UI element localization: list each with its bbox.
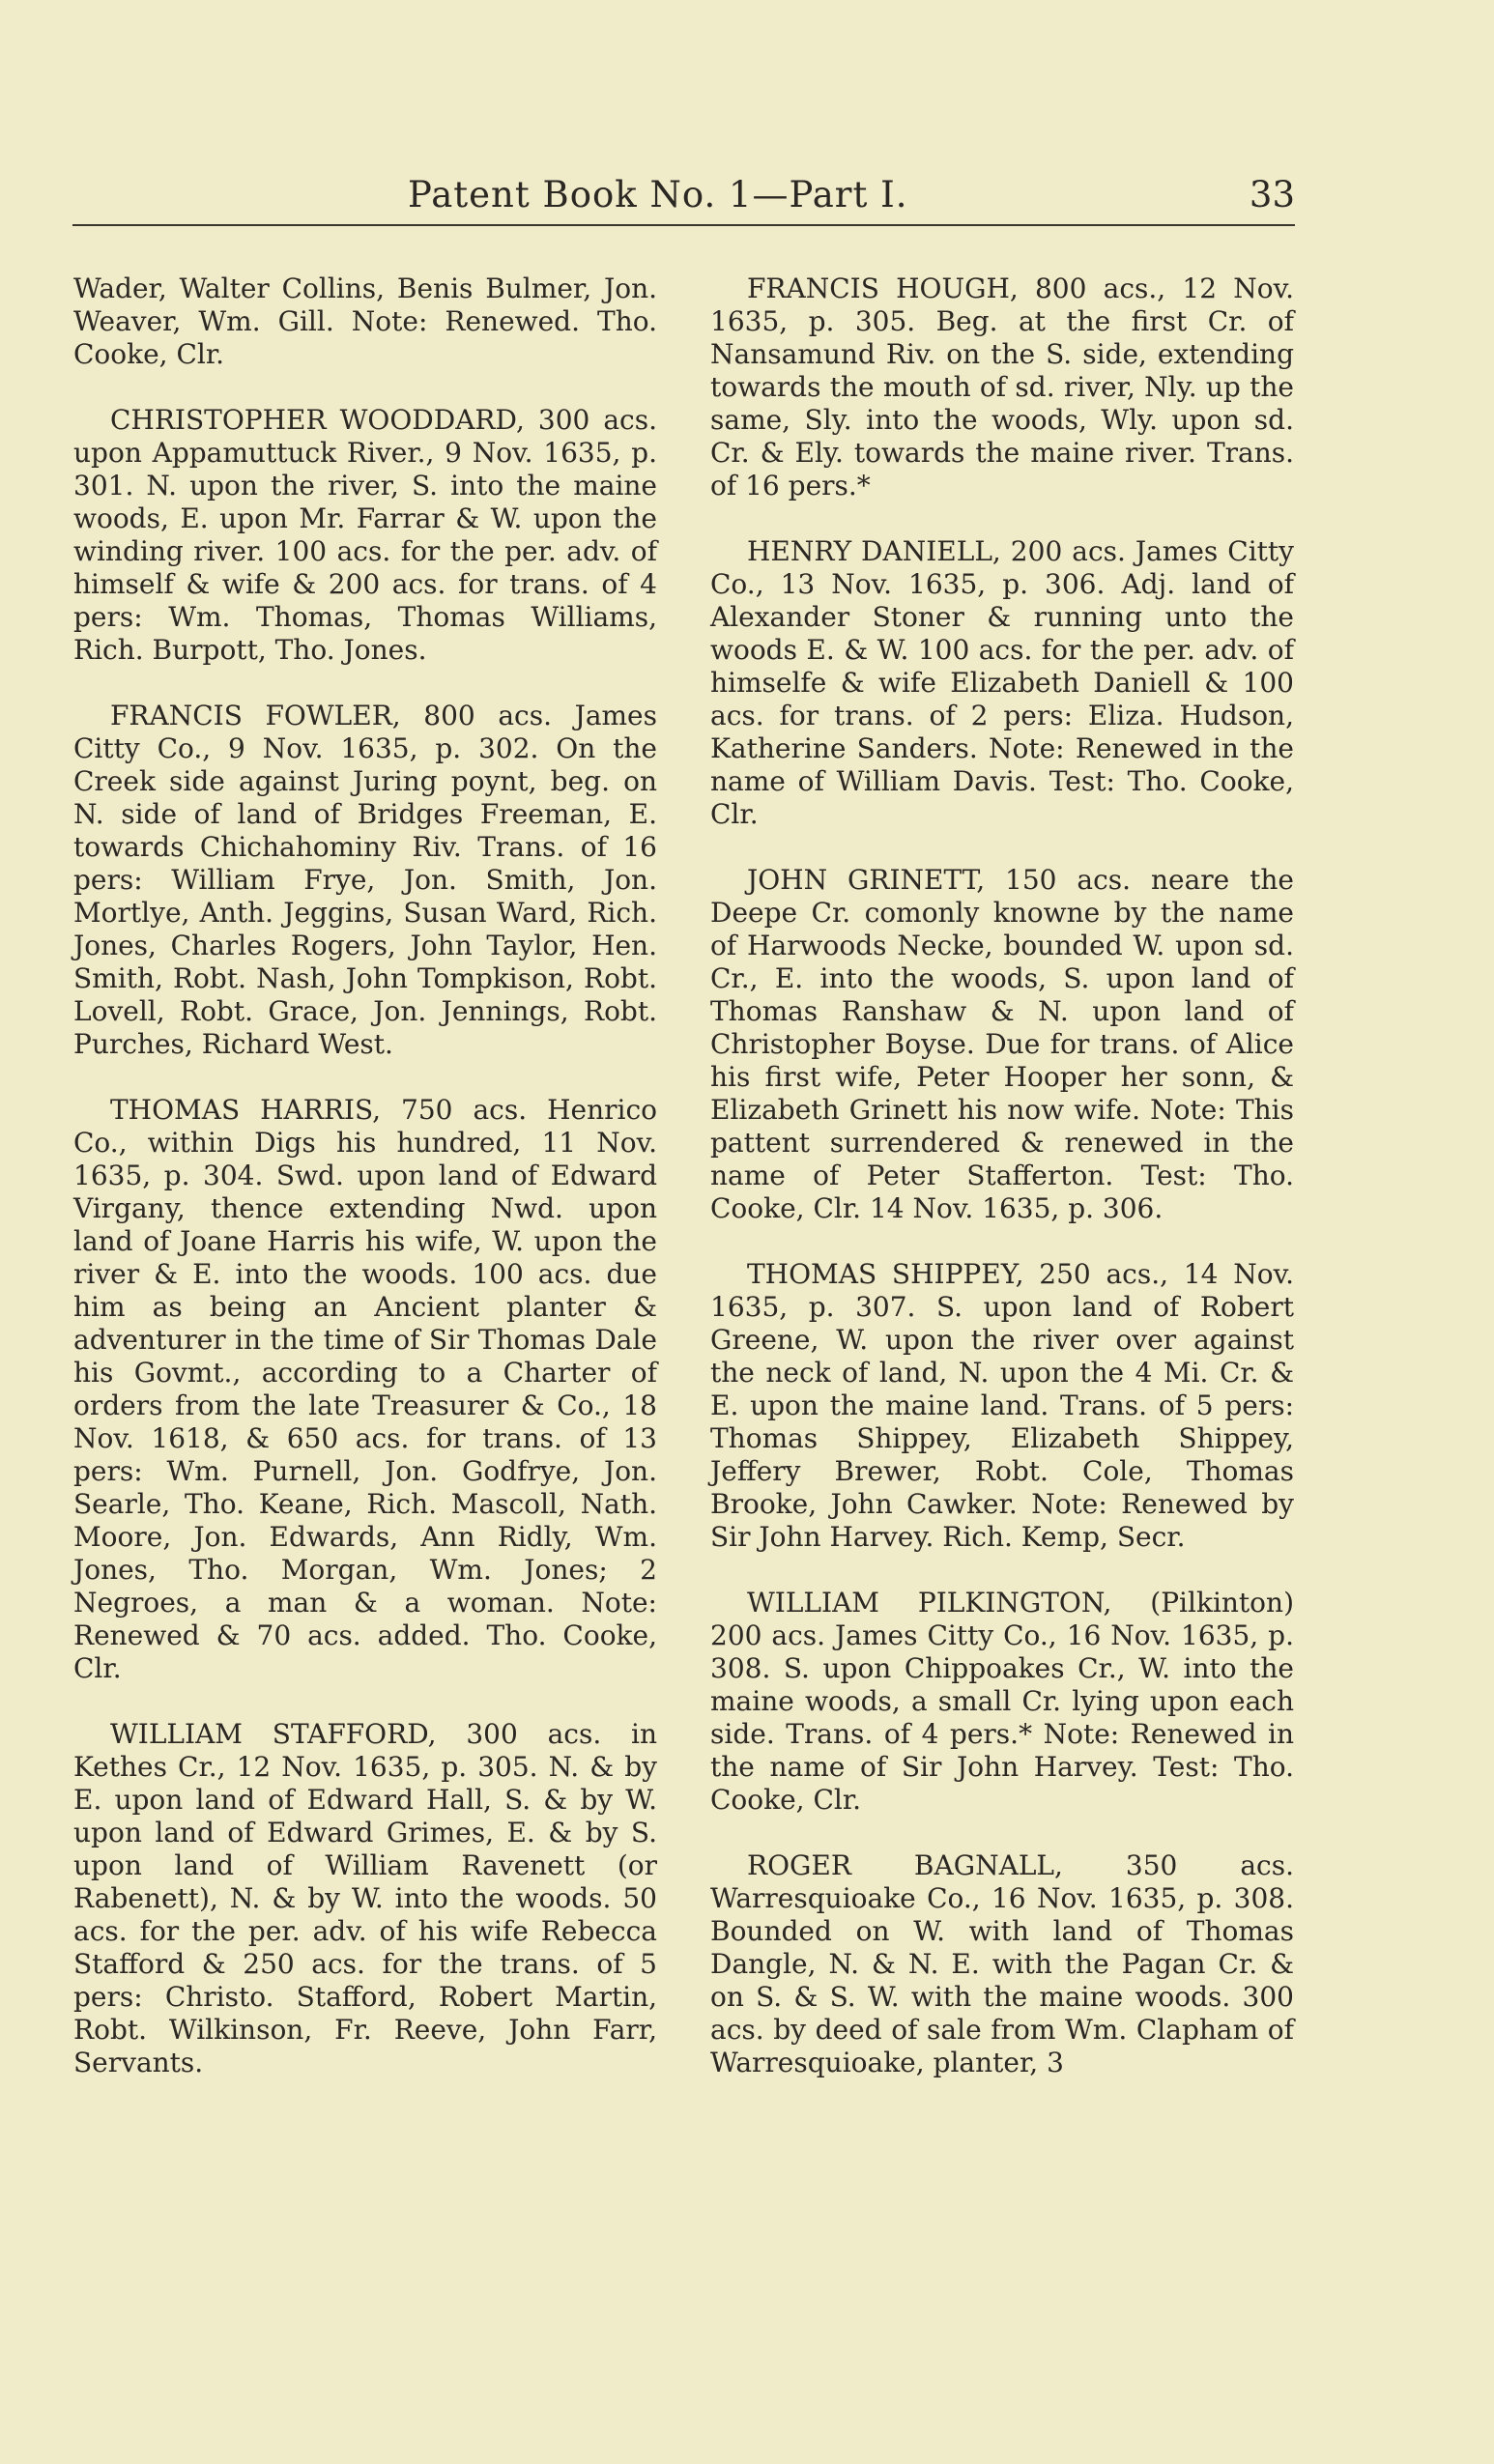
entry-william-stafford: WILLIAM STAFFORD, 300 acs. in Kethes Cr., 12 Nov. 1635, p. 305. N. & by E. upon land of Edward Hall, S. & by W. upon land of Edward Grimes, E. & by S. upon land of William Ravenett (or Rabenett), N. & by W. into the woods. 50 acs. for the per. adv. of his wife Rebecca Stafford & 250 acs. for the trans. of 5 pers: Christo. Stafford, Robert Martin, Robt. Wilkinson, Fr. Reeve, John Farr, Servants. (73, 1718, 657, 2078)
page-title: Patent Book No. 1—Part I. (408, 174, 908, 215)
entry-thomas-shippey: THOMAS SHIPPEY, 250 acs., 14 Nov. 1635, p. 307. S. upon land of Robert Greene, W. upon the river over against the neck of land, N. upon the 4 Mi. Cr. & E. upon the maine land. Trans. of 5 pers: Thomas Shippey, Elizabeth Shippey, Jeffery Brewer, Robt. Cole, Thomas Brooke, John Cawker. Note: Renewed by Sir John Harvey. Rich. Kemp, Secr. (710, 1258, 1294, 1553)
running-header (0, 174, 1295, 220)
left-column (73, 272, 657, 2112)
page-number: 33 (1249, 174, 1295, 215)
entry-john-grinett: JOHN GRINETT, 150 acs. neare the Deepe Cr. comonly knowne by the name of Harwoods Necke, bounded W. upon sd. Cr., E. into the woods, S. upon land of Thomas Ranshaw & N. upon land of Christopher Boyse. Due for trans. of Alice his first wife, Peter Hooper her sonn, & Elizabeth Grinett his now wife. Note: This pattent surrendered & renewed in the name of Peter Stafferton. Test: Tho. Cooke, Clr. 14 Nov. 1635, p. 306. (710, 864, 1294, 1224)
entry-thomas-harris: THOMAS HARRIS, 750 acs. Henrico Co., within Digs his hundred, 11 Nov. 1635, p. 304. Swd. upon land of Edward Virgany, thence extending Nwd. upon land of Joane Harris his wife, W. upon the river & E. into the woods. 100 acs. due him as being an Ancient planter & adventurer in the time of Sir Thomas Dale his Govmt., according to a Charter of orders from the late Treasurer & Co., 18 Nov. 1618, & 650 acs. for trans. of 13 pers: Wm. Purnell, Jon. Godfrye, Jon. Searle, Tho. Keane, Rich. Mascoll, Nath. Moore, Jon. Edwards, Ann Ridly, Wm. Jones, Tho. Morgan, Wm. Jones; 2 Negroes, a man & a woman. Note: Renewed & 70 acs. added. Tho. Cooke, Clr. (73, 1094, 657, 1684)
entry-william-pilkington: WILLIAM PILKINGTON, (Pilkinton) 200 acs. James Citty Co., 16 Nov. 1635, p. 308. S. upon Chippoakes Cr., W. into the maine woods, a small Cr. lying upon each side. Trans. of 4 pers.* Note: Renewed in the name of Sir John Harvey. Test: Tho. Cooke, Clr. (710, 1587, 1294, 1816)
entry-roger-bagnall: ROGER BAGNALL, 350 acs. Warresquioake Co., 16 Nov. 1635, p. 308. Bounded on W. with land of Thomas Dangle, N. & N. E. with the Pagan Cr. & on S. & S. W. with the maine woods. 300 acs. by deed of sale from Wm. Clapham of Warresquioake, planter, 3 (710, 1849, 1294, 2078)
entry-henry-daniell: HENRY DANIELL, 200 acs. James Citty Co., 13 Nov. 1635, p. 306. Adj. land of Alexander Stoner & running unto the woods E. & W. 100 acs. for the per. adv. of himselfe & wife Elizabeth Daniell & 100 acs. for trans. of 2 pers: Eliza. Hudson, Katherine Sanders. Note: Renewed in the name of William Davis. Test: Tho. Cooke, Clr. (710, 535, 1294, 830)
entry-francis-fowler: FRANCIS FOWLER, 800 acs. James Citty Co., 9 Nov. 1635, p. 302. On the Creek side against Juring poynt, beg. on N. side of land of Bridges Freeman, E. towards Chichahominy Riv. Trans. of 16 pers: William Frye, Jon. Smith, Jon. Mortlye, Anth. Jeggins, Susan Ward, Rich. Jones, Charles Rogers, John Taylor, Hen. Smith, Robt. Nash, John Tompkison, Robt. Lovell, Robt. Grace, Jon. Jennings, Robt. Purches, Richard West. (73, 700, 657, 1060)
entry-francis-hough: FRANCIS HOUGH, 800 acs., 12 Nov. 1635, p. 305. Beg. at the first Cr. of Nansamund Riv. on the S. side, extending towards the mouth of sd. river, Nly. up the same, Sly. into the woods, Wly. upon sd. Cr. & Ely. towards the maine river. Trans. of 16 pers.* (710, 272, 1294, 501)
entry-christopher-wooddard: CHRISTOPHER WOODDARD, 300 acs. upon Appamuttuck River., 9 Nov. 1635, p. 301. N. upon the river, S. into the maine woods, E. upon Mr. Farrar & W. upon the winding river. 100 acs. for the per. adv. of himself & wife & 200 acs. for trans. of 4 pers: Wm. Thomas, Thomas Williams, Rich. Burpott, Tho. Jones. (73, 404, 657, 666)
entry-continued: Wader, Walter Collins, Benis Bulmer, Jon. Weaver, Wm. Gill. Note: Renewed. Tho. Cooke, Clr. (73, 272, 657, 370)
header-rule (72, 224, 1295, 226)
right-column (710, 272, 1294, 2112)
